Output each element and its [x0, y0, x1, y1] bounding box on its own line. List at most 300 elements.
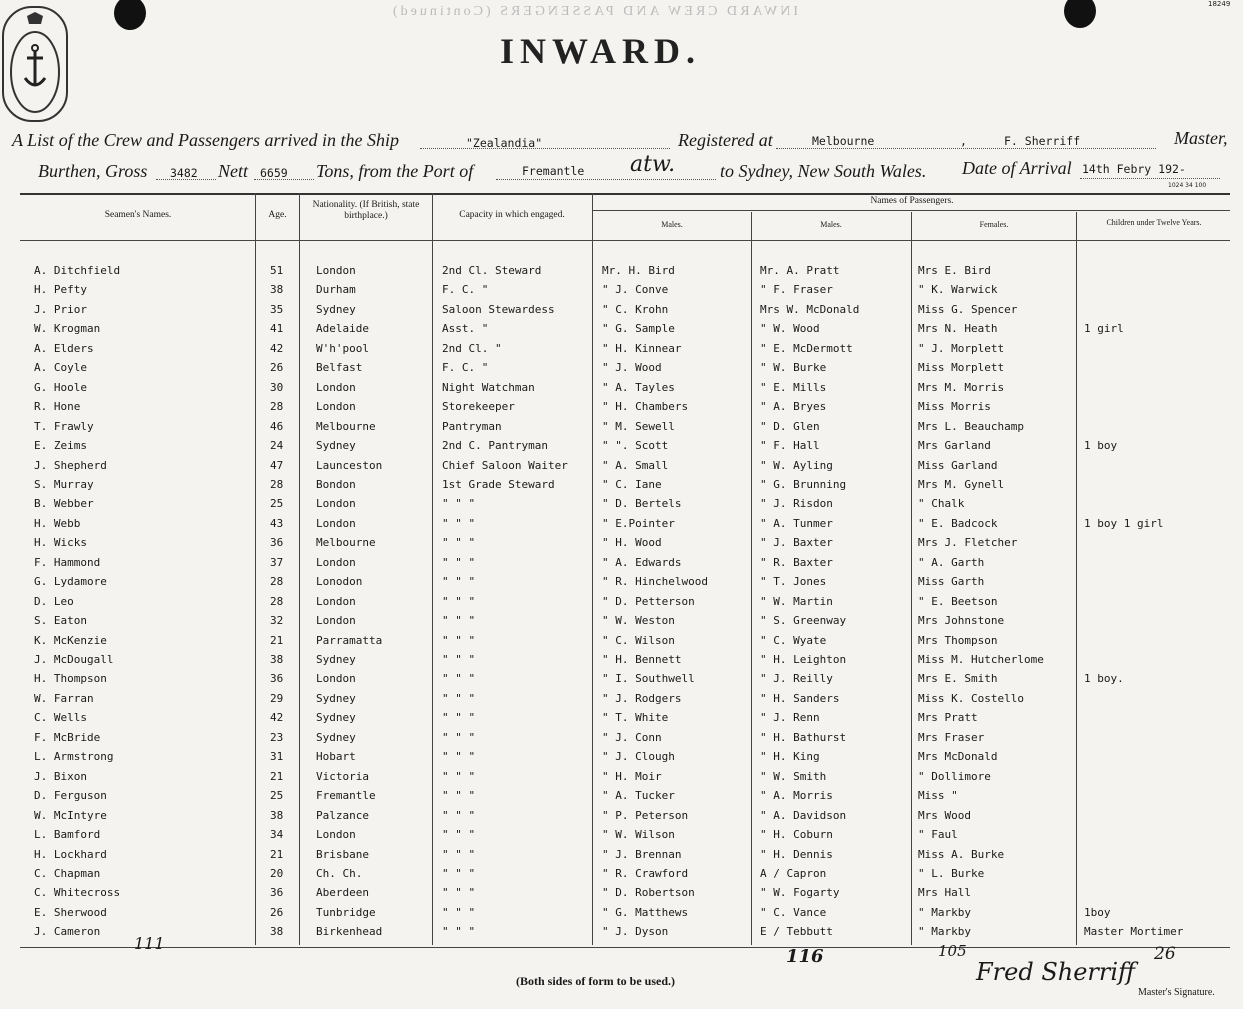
seaman-name: S. Eaton [34, 614, 87, 627]
seaman-age: 25 [270, 789, 284, 802]
passenger-male-2: " W. Fogarty [760, 886, 840, 899]
passenger-male-1: " J. Clough [602, 750, 675, 763]
seaman-name: D. Ferguson [34, 789, 107, 802]
passenger-male-1: " A. Edwards [602, 556, 682, 569]
nett-label: Nett [218, 161, 248, 181]
passenger-male-2: " C. Vance [760, 906, 827, 919]
passenger-male-2: " A. Tunmer [760, 517, 833, 530]
passenger-female: Mrs McDonald [918, 750, 998, 763]
passenger-male-1: " J. Wood [602, 361, 662, 374]
seaman-nationality: Palzance [316, 809, 369, 822]
seaman-age: 36 [270, 536, 284, 549]
seaman-age: 35 [270, 303, 284, 316]
seaman-capacity: Pantryman [442, 420, 502, 433]
arrival-label: Date of Arrival [962, 158, 1072, 178]
passenger-male-2: " J. Renn [760, 711, 820, 724]
passenger-male-1: " W. Wilson [602, 828, 675, 841]
passenger-female: Miss Morplett [918, 361, 1005, 374]
passenger-male-1: " G. Matthews [602, 906, 689, 919]
passenger-male-1: " R. Hinchelwood [602, 575, 708, 588]
seaman-capacity: Saloon Stewardess [442, 303, 555, 316]
passenger-female: Mrs Fraser [918, 731, 985, 744]
seaman-age: 34 [270, 828, 284, 841]
seaman-age: 28 [270, 478, 284, 491]
seaman-name: C. Wells [34, 711, 87, 724]
passenger-male-2: " W. Smith [760, 770, 827, 783]
seaman-nationality: Parramatta [316, 634, 383, 647]
passenger-male-2: " H. King [760, 750, 820, 763]
passenger-female: " L. Burke [918, 867, 985, 880]
seaman-nationality: London [316, 614, 356, 627]
seaman-name: J. McDougall [34, 653, 114, 666]
punch-hole-left [114, 0, 146, 30]
col-seamen: Seamen's Names. [104, 210, 172, 220]
seaman-name: K. McKenzie [34, 634, 107, 647]
seaman-nationality: Melbourne [316, 420, 376, 433]
seaman-age: 51 [270, 264, 284, 277]
col-divider [911, 212, 912, 945]
passenger-female: " Markby [918, 925, 971, 938]
port-dotline [496, 179, 716, 180]
seaman-capacity: " " " [442, 556, 476, 569]
master-label: Master, [1174, 128, 1228, 148]
seaman-name: J. Prior [34, 303, 87, 316]
seaman-nationality: Durham [316, 283, 356, 296]
seaman-nationality: London [316, 828, 356, 841]
passenger-female: " A. Garth [918, 556, 985, 569]
seaman-name: W. Farran [34, 692, 94, 705]
seaman-capacity: Night Watchman [442, 381, 535, 394]
seaman-age: 37 [270, 556, 284, 569]
seaman-nationality: London [316, 264, 356, 277]
seaman-capacity: " " " [442, 595, 476, 608]
bleed-through-text: INWARD CREW AND PASSENGERS (Continued) [390, 4, 799, 19]
seaman-nationality: London [316, 400, 356, 413]
seaman-name: D. Leo [34, 595, 74, 608]
passenger-female: Mrs M. Gynell [918, 478, 1005, 491]
passenger-female: " Markby [918, 906, 971, 919]
seaman-capacity: F. C. " [442, 283, 489, 296]
seaman-capacity: 1st Grade Steward [442, 478, 555, 491]
seaman-nationality: Sydney [316, 692, 356, 705]
seaman-name: H. Thompson [34, 672, 107, 685]
seaman-nationality: Sydney [316, 653, 356, 666]
header-line1-prefix: A List of the Crew and Passengers arrived in the Ship [12, 130, 399, 150]
passenger-male-2: " D. Glen [760, 420, 820, 433]
seaman-age: 29 [270, 692, 284, 705]
seaman-nationality: Sydney [316, 711, 356, 724]
passenger-female: " Faul [918, 828, 958, 841]
passenger-male-1: " H. Kinnear [602, 342, 682, 355]
males2-total: 105 [938, 942, 967, 960]
seaman-age: 21 [270, 770, 284, 783]
passenger-female: Mrs Thompson [918, 634, 998, 647]
passenger-female: Miss K. Costello [918, 692, 1024, 705]
seaman-nationality: London [316, 381, 356, 394]
passenger-male-1: " E.Pointer [602, 517, 675, 530]
passenger-male-1: " J. Conn [602, 731, 662, 744]
males-total: 116 [786, 946, 824, 967]
passenger-male-1: " A. Tucker [602, 789, 675, 802]
seaman-nationality: Sydney [316, 731, 356, 744]
seaman-name: W. Krogman [34, 322, 101, 335]
passenger-male-1: " I. Southwell [602, 672, 695, 685]
passenger-male-2: " H. Dennis [760, 848, 833, 861]
seaman-name: H. Wicks [34, 536, 87, 549]
passenger-male-2: " T. Jones [760, 575, 827, 588]
seaman-capacity: " " " [442, 614, 476, 627]
seaman-age: 42 [270, 342, 284, 355]
seaman-name: E. Zeims [34, 439, 87, 452]
passenger-female: Miss G. Spencer [918, 303, 1018, 316]
passenger-female: Miss M. Hutcherlome [918, 653, 1044, 666]
seaman-capacity: " " " [442, 517, 476, 530]
seaman-nationality: Launceston [316, 459, 383, 472]
seaman-age: 36 [270, 886, 284, 899]
passenger-children: Master Mortimer [1084, 925, 1184, 938]
passenger-male-1: Mr. H. Bird [602, 264, 675, 277]
seaman-age: 23 [270, 731, 284, 744]
seaman-nationality: Melbourne [316, 536, 376, 549]
passenger-male-1: " C. Wilson [602, 634, 675, 647]
seaman-name: G. Hoole [34, 381, 87, 394]
seaman-nationality: Lonodon [316, 575, 363, 588]
passenger-male-1: " H. Bennett [602, 653, 682, 666]
seaman-age: 38 [270, 925, 284, 938]
punch-hole-right [1064, 0, 1096, 28]
passenger-children: 1boy [1084, 906, 1111, 919]
col-males-1: Males. [661, 220, 683, 229]
passenger-female: Miss Garth [918, 575, 985, 588]
seaman-name: A. Elders [34, 342, 94, 355]
seaman-name: C. Whitecross [34, 886, 121, 899]
gross-tons: 3482 [170, 166, 198, 180]
passenger-male-2: " W. Wood [760, 322, 820, 335]
passenger-male-2: " H. Bathurst [760, 731, 847, 744]
seaman-nationality: Belfast [316, 361, 363, 374]
passenger-male-1: " P. Peterson [602, 809, 689, 822]
seaman-nationality: Fremantle [316, 789, 376, 802]
page-title: INWARD. [500, 31, 702, 71]
passenger-male-1: " A. Small [602, 459, 669, 472]
seaman-name: A. Ditchfield [34, 264, 121, 277]
passenger-female: Mrs M. Morris [918, 381, 1005, 394]
passenger-male-1: " J. Dyson [602, 925, 669, 938]
passenger-male-1: " D. Bertels [602, 497, 682, 510]
seaman-name: W. McIntyre [34, 809, 107, 822]
seaman-name: H. Webb [34, 517, 81, 530]
seaman-age: 28 [270, 595, 284, 608]
registered-dotline [776, 148, 1156, 149]
col-age: Age. [268, 210, 287, 220]
form-number: 18249 [1208, 0, 1231, 8]
seaman-name: J. Cameron [34, 925, 101, 938]
seaman-capacity: Storekeeper [442, 400, 515, 413]
passenger-male-1: " H. Wood [602, 536, 662, 549]
seaman-capacity: " " " [442, 575, 476, 588]
seaman-age: 41 [270, 322, 284, 335]
passenger-male-2: " H. Coburn [760, 828, 833, 841]
passenger-female: " K. Warwick [918, 283, 998, 296]
seaman-name: L. Armstrong [34, 750, 114, 763]
passenger-male-1: " J. Brennan [602, 848, 682, 861]
seaman-age: 42 [270, 711, 284, 724]
passenger-male-2: A / Capron [760, 867, 827, 880]
passenger-male-1: " D. Petterson [602, 595, 695, 608]
seaman-age: 24 [270, 439, 284, 452]
seaman-age: 38 [270, 283, 284, 296]
seaman-nationality: Victoria [316, 770, 369, 783]
passenger-male-2: " J. Risdon [760, 497, 833, 510]
passenger-male-2: " W. Martin [760, 595, 833, 608]
seaman-age: 32 [270, 614, 284, 627]
seaman-age: 28 [270, 575, 284, 588]
passenger-male-2: " C. Wyate [760, 634, 827, 647]
seaman-name: T. Frawly [34, 420, 94, 433]
seaman-capacity: " " " [442, 828, 476, 841]
passenger-male-1: " H. Chambers [602, 400, 689, 413]
seaman-capacity: " " " [442, 750, 476, 763]
seaman-capacity: " " " [442, 711, 476, 724]
seaman-capacity: " " " [442, 867, 476, 880]
master-name: F. Sherriff [1004, 134, 1081, 148]
seaman-name: F. McBride [34, 731, 101, 744]
seaman-name: F. Hammond [34, 556, 101, 569]
date-dotline [1080, 178, 1220, 179]
children-total: 26 [1154, 944, 1176, 964]
passenger-female: " Chalk [918, 497, 965, 510]
seaman-capacity: 2nd C. Pantryman [442, 439, 548, 452]
passenger-male-2: " J. Baxter [760, 536, 833, 549]
passenger-male-2: Mrs W. McDonald [760, 303, 860, 316]
passenger-male-2: E / Tebbutt [760, 925, 833, 938]
master-signature: Fred Sherriff [976, 958, 1136, 986]
passenger-children: 1 boy 1 girl [1084, 517, 1164, 530]
seaman-nationality: Aberdeen [316, 886, 369, 899]
seaman-capacity: " " " [442, 731, 476, 744]
passenger-male-1: " D. Robertson [602, 886, 695, 899]
seaman-capacity: " " " [442, 672, 476, 685]
passenger-female: Mrs E. Bird [918, 264, 991, 277]
passenger-female: Mrs J. Fletcher [918, 536, 1018, 549]
burthen-label: Burthen, Gross [38, 161, 148, 181]
seaman-age: 26 [270, 361, 284, 374]
passenger-male-2: " W. Burke [760, 361, 827, 374]
seaman-capacity: 2nd Cl. Steward [442, 264, 542, 277]
passenger-female: Miss Morris [918, 400, 991, 413]
passenger-female: Mrs Hall [918, 886, 971, 899]
seaman-capacity: " " " [442, 692, 476, 705]
passenger-male-2: " F. Hall [760, 439, 820, 452]
passenger-male-1: " ". Scott [602, 439, 669, 452]
seaman-age: 38 [270, 653, 284, 666]
col-divider [592, 193, 593, 945]
passenger-children: 1 girl [1084, 322, 1124, 335]
passenger-male-1: " M. Sewell [602, 420, 675, 433]
seaman-nationality: Tunbridge [316, 906, 376, 919]
seaman-age: 43 [270, 517, 284, 530]
passenger-female: " E. Badcock [918, 517, 998, 530]
passenger-female: Mrs N. Heath [918, 322, 998, 335]
seaman-age: 26 [270, 906, 284, 919]
crew-total: 111 [134, 934, 165, 953]
seaman-capacity: " " " [442, 497, 476, 510]
passenger-female: Mrs Johnstone [918, 614, 1005, 627]
seaman-age: 28 [270, 400, 284, 413]
col-divider [299, 193, 300, 945]
passenger-female: Miss A. Burke [918, 848, 1005, 861]
seaman-name: H. Pefty [34, 283, 87, 296]
passenger-female: " Dollimore [918, 770, 991, 783]
seaman-nationality: London [316, 556, 356, 569]
port-name: Fremantle [522, 164, 585, 178]
passenger-male-1: " C. Iane [602, 478, 662, 491]
seaman-nationality: Sydney [316, 303, 356, 316]
printer-mark: 1024 34 100 [1168, 182, 1207, 189]
passenger-male-2: " H. Sanders [760, 692, 840, 705]
seaman-nationality: Bondon [316, 478, 356, 491]
seaman-nationality: London [316, 497, 356, 510]
passenger-male-1: " J. Conve [602, 283, 669, 296]
passenger-children: 1 boy [1084, 439, 1118, 452]
passenger-female: Miss Garland [918, 459, 998, 472]
nett-tons: 6659 [260, 166, 288, 180]
ship-dotline [420, 148, 670, 149]
passenger-female: Mrs Wood [918, 809, 971, 822]
seaman-nationality: Adelaide [316, 322, 369, 335]
col-divider [751, 212, 752, 945]
passenger-male-1: " R. Crawford [602, 867, 689, 880]
passenger-male-1: " H. Moir [602, 770, 662, 783]
passenger-male-2: " A. Morris [760, 789, 833, 802]
registered-at: Melbourne [812, 134, 875, 148]
seaman-capacity: " " " [442, 653, 476, 666]
passenger-male-2: " W. Ayling [760, 459, 833, 472]
passenger-female: " E. Beetson [918, 595, 998, 608]
passenger-male-2: Mr. A. Pratt [760, 264, 840, 277]
passenger-male-1: " T. White [602, 711, 669, 724]
seaman-nationality: Sydney [316, 439, 356, 452]
registered-label: Registered at [678, 130, 773, 150]
seaman-age: 21 [270, 848, 284, 861]
seaman-nationality: London [316, 595, 356, 608]
seaman-name: J. Bixon [34, 770, 87, 783]
seaman-name: E. Sherwood [34, 906, 107, 919]
seaman-capacity: " " " [442, 906, 476, 919]
seaman-capacity: Chief Saloon Waiter [442, 459, 568, 472]
passenger-male-1: " J. Rodgers [602, 692, 682, 705]
passenger-female: Mrs E. Smith [918, 672, 998, 685]
seaman-nationality: Ch. Ch. [316, 867, 363, 880]
seaman-nationality: Birkenhead [316, 925, 383, 938]
arrival-date: 14th Febry 192- [1082, 162, 1186, 176]
passenger-female: Mrs Pratt [918, 711, 978, 724]
passenger-male-2: " J. Reilly [760, 672, 833, 685]
seaman-name: L. Bamford [34, 828, 101, 841]
passenger-female: Miss " [918, 789, 958, 802]
footer-note: (Both sides of form to be used.) [516, 974, 675, 988]
col-females: Females. [979, 220, 1009, 229]
passenger-male-2: " A. Davidson [760, 809, 847, 822]
passenger-male-2: " E. McDermott [760, 342, 853, 355]
seaman-age: 38 [270, 809, 284, 822]
seaman-capacity: " " " [442, 848, 476, 861]
anchor-seal-icon [7, 12, 63, 116]
seaman-name: R. Hone [34, 400, 81, 413]
passenger-header-rule [592, 210, 1230, 211]
header-rule [20, 240, 1230, 241]
seaman-name: S. Murray [34, 478, 94, 491]
seaman-name: A. Coyle [34, 361, 87, 374]
seaman-age: 46 [270, 420, 284, 433]
seaman-capacity: Asst. " [442, 322, 489, 335]
seaman-name: B. Webber [34, 497, 94, 510]
seaman-name: C. Chapman [34, 867, 101, 880]
seaman-nationality: W'h'pool [316, 342, 369, 355]
ship-name: "Zealandia" [466, 136, 543, 150]
passenger-male-2: " G. Brunning [760, 478, 847, 491]
seaman-age: 20 [270, 867, 284, 880]
signature-label: Master's Signature. [1138, 987, 1215, 998]
seaman-age: 25 [270, 497, 284, 510]
passenger-male-2: " S. Greenway [760, 614, 847, 627]
seaman-name: H. Lockhard [34, 848, 107, 861]
col-males-2: Males. [820, 220, 842, 229]
seaman-nationality: Brisbane [316, 848, 369, 861]
port-note: atw. [630, 152, 676, 177]
passenger-female: Mrs Garland [918, 439, 991, 452]
col-children: Children under Twelve Years. [1106, 218, 1202, 227]
passenger-male-2: " R. Baxter [760, 556, 833, 569]
passenger-female: " J. Morplett [918, 342, 1005, 355]
seaman-nationality: London [316, 517, 356, 530]
seaman-capacity: " " " [442, 789, 476, 802]
seaman-capacity: " " " [442, 770, 476, 783]
tons-label: Tons, from the Port of [316, 161, 474, 181]
seaman-name: J. Shepherd [34, 459, 107, 472]
passenger-female: Mrs L. Beauchamp [918, 420, 1024, 433]
seaman-capacity: " " " [442, 634, 476, 647]
seaman-capacity: 2nd Cl. " [442, 342, 502, 355]
destination-label: to Sydney, New South Wales. [720, 161, 927, 181]
passenger-male-1: " G. Sample [602, 322, 675, 335]
passenger-male-1: " C. Krohn [602, 303, 669, 316]
seaman-capacity: " " " [442, 809, 476, 822]
passenger-children: 1 boy. [1084, 672, 1124, 685]
col-passengers: Names of Passengers. [870, 196, 954, 206]
seaman-capacity: " " " [442, 886, 476, 899]
col-divider [255, 193, 256, 945]
seaman-age: 21 [270, 634, 284, 647]
seaman-nationality: London [316, 672, 356, 685]
passenger-male-2: " F. Fraser [760, 283, 833, 296]
seaman-nationality: Hobart [316, 750, 356, 763]
col-divider [432, 193, 433, 945]
shipping-master-seal [2, 6, 68, 122]
seaman-age: 31 [270, 750, 284, 763]
seaman-name: G. Lydamore [34, 575, 107, 588]
passenger-male-1: " A. Tayles [602, 381, 675, 394]
passenger-male-1: " W. Weston [602, 614, 675, 627]
col-nationality: Nationality. (If British, state birthplace.) [312, 200, 420, 221]
seaman-capacity: " " " [442, 536, 476, 549]
seaman-capacity: F. C. " [442, 361, 489, 374]
passenger-male-2: " A. Bryes [760, 400, 827, 413]
seaman-age: 47 [270, 459, 284, 472]
passenger-male-2: " E. Mills [760, 381, 827, 394]
seaman-capacity: " " " [442, 925, 476, 938]
col-capacity: Capacity in which engaged. [459, 210, 565, 220]
